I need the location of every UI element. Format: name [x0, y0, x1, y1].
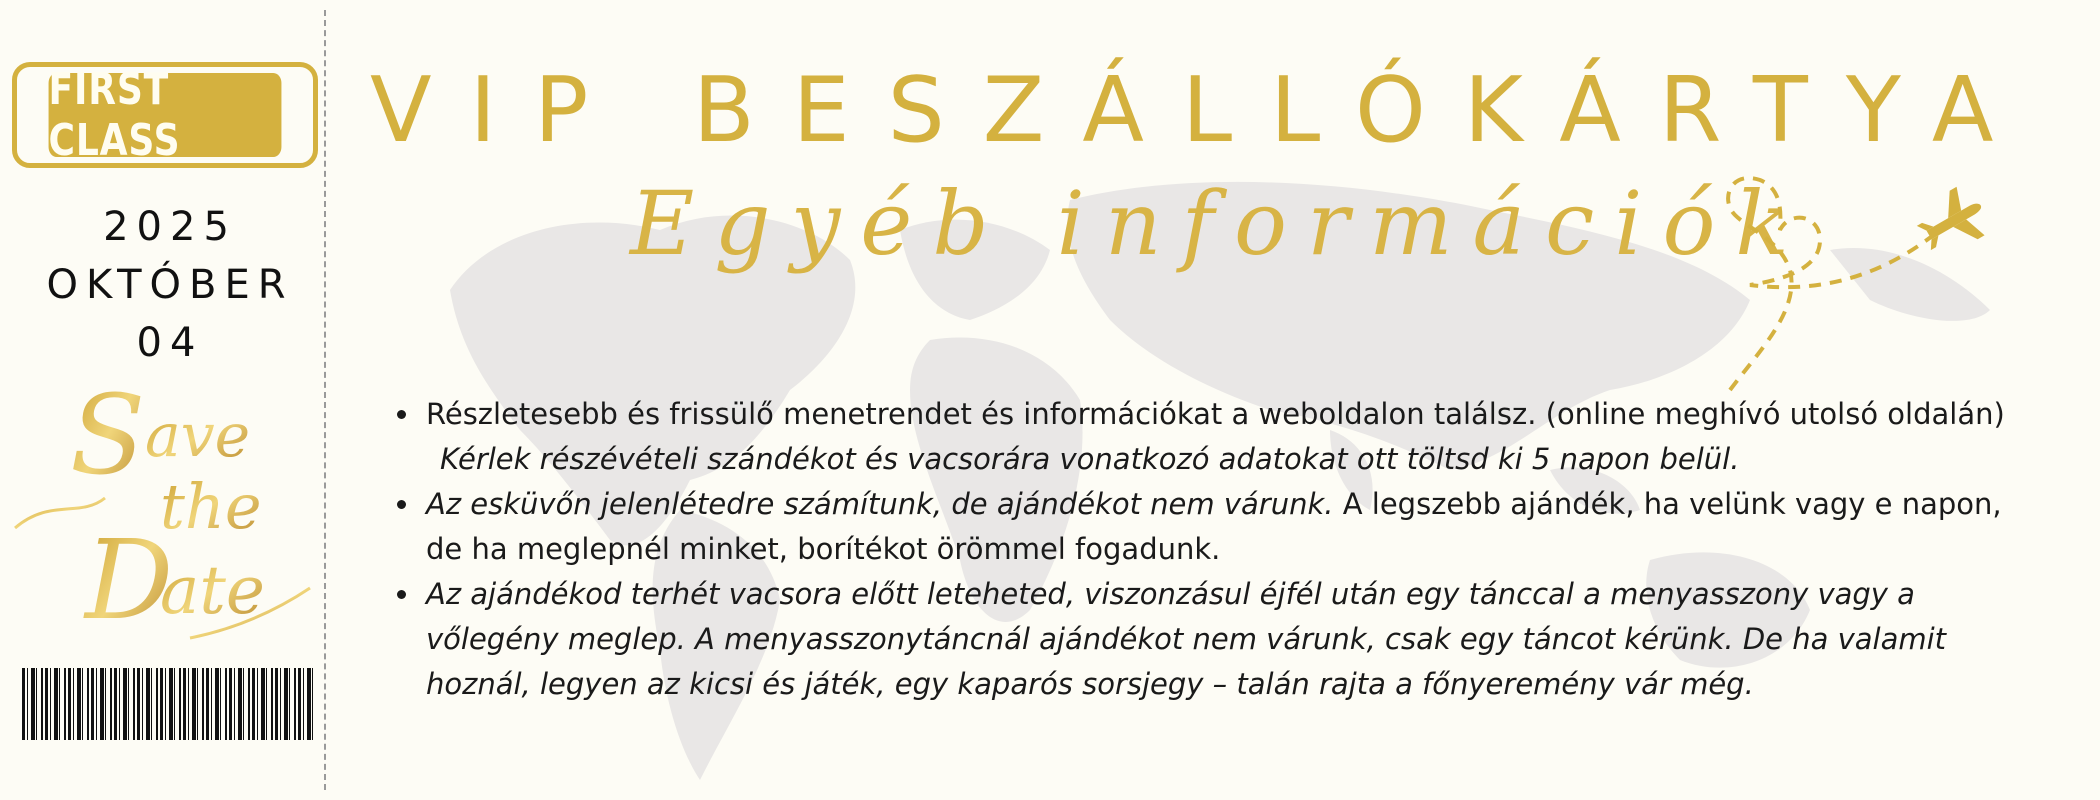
date-month: OKTÓBER	[46, 262, 294, 308]
list-item	[422, 572, 2012, 707]
list-item-italic: Az ajándékod terhét vacsora előtt leteheted, viszonzásul éjfél után egy tánccal a menyasszony vagy a vőlegény meglep. A menyasszonytáncnál ajándékot nem várunk, csak egy táncot kérünk. De ha valamit hoznál, legyen az kicsi és játék, egy kaparós sorsjegy – talán rajta a főnyeremény vár még.	[426, 577, 1947, 701]
airplane-icon	[1690, 170, 1990, 410]
date-year: 2025	[103, 204, 237, 250]
date-day: 04	[136, 320, 204, 366]
list-item-note: Kérlek részévételi szándékot és vacsorára vonatkozó adatokat ott töltsd ki 5 napon belül.	[440, 442, 1740, 476]
list-item	[422, 392, 2012, 482]
list-item-text: Részletesebb és frissülő menetrendet és információkat a weboldalon találsz. (online meghívó utolsó oldalán)	[426, 397, 2005, 431]
page-title: VIP BESZÁLLÓKÁRTYA	[370, 58, 2032, 163]
ticket-stub	[0, 0, 324, 800]
svg-text:S: S	[70, 378, 146, 499]
page-subtitle: Egyéb információk	[630, 172, 1809, 275]
svg-text:the: the	[160, 470, 262, 543]
barcode-icon	[22, 668, 314, 740]
svg-text:D: D	[85, 516, 174, 644]
info-list	[392, 392, 2012, 707]
svg-text:ate: ate	[160, 552, 265, 629]
list-item-text: A legszebb ajándék, ha velünk vagy e napon, de ha meglepnél minket, borítékot örömmel fogadunk.	[426, 487, 2002, 566]
list-item	[422, 482, 2012, 572]
perforation-divider	[324, 10, 326, 790]
badge-label: FIRST CLASS	[49, 73, 282, 157]
list-item-italic: Az esküvőn jelenlétedre számítunk, de ajándékot nem várunk.	[426, 487, 1334, 521]
save-the-date-logo	[10, 378, 320, 658]
first-class-badge	[12, 62, 318, 168]
svg-text:ave: ave	[145, 401, 251, 471]
